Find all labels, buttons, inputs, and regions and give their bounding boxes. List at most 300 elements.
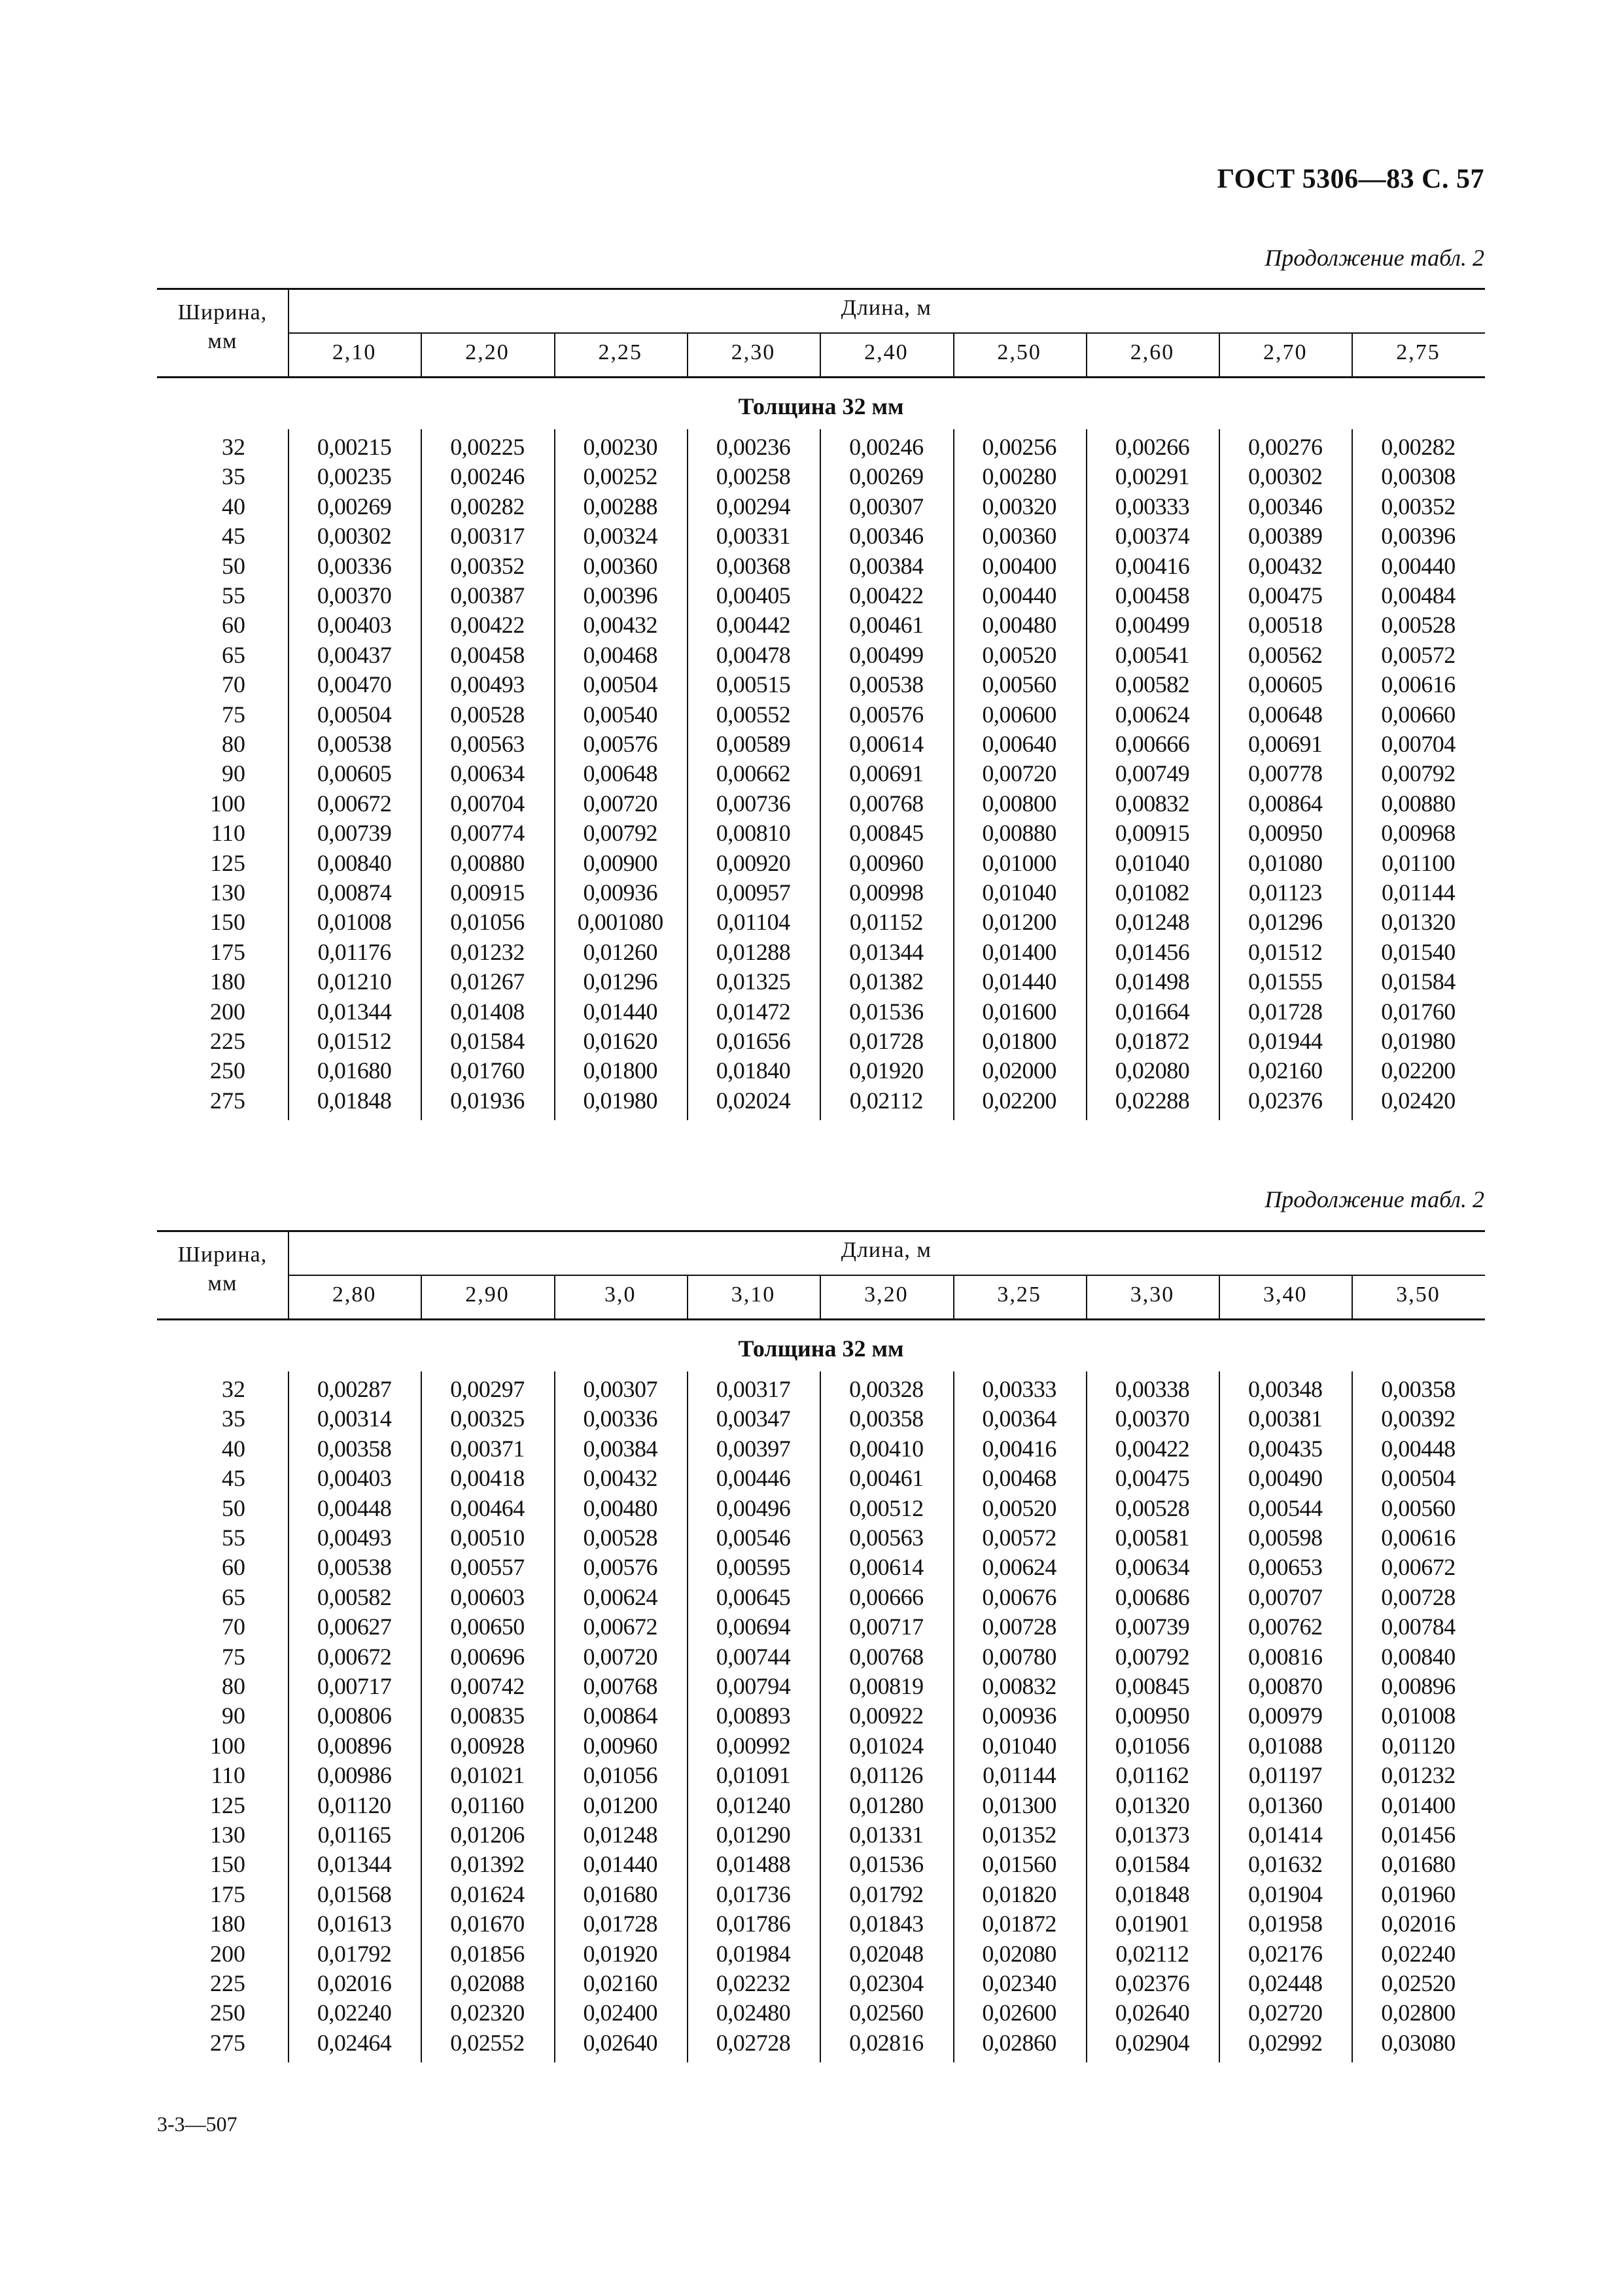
- table-cell: 0,01232: [450, 938, 525, 965]
- table-cell: 0,00246: [450, 463, 525, 490]
- table-cell: 0,02112: [849, 1087, 923, 1114]
- table-cell: 0,00717: [317, 1673, 392, 1699]
- table-row: [157, 433, 1485, 463]
- table-cell: 0,00246: [849, 434, 924, 460]
- width-value: 200: [210, 998, 245, 1025]
- table-cell: 0,00893: [716, 1703, 791, 1729]
- table-cell: 0,00432: [1248, 552, 1323, 579]
- table-cell: 0,02480: [716, 2000, 791, 2026]
- table-cell: 0,02448: [1248, 1970, 1323, 1996]
- table-row: [157, 463, 1485, 492]
- table-cell: 0,00518: [1248, 612, 1323, 639]
- table-cell: 0,00960: [583, 1732, 657, 1759]
- table-cell: 0,01555: [1248, 968, 1323, 995]
- table-top-rule: [157, 288, 1485, 290]
- table-cell: 0,00595: [716, 1554, 791, 1581]
- width-value: 125: [210, 849, 245, 876]
- table-cell: 0,00576: [583, 1554, 657, 1581]
- table-cell: 0,00297: [450, 1376, 525, 1402]
- width-value: 35: [222, 1405, 245, 1432]
- table-cell: 0,02552: [450, 2029, 525, 2056]
- table-cell: 0,00475: [1115, 1465, 1190, 1492]
- table-cell: 0,00794: [716, 1673, 791, 1699]
- table-cell: 0,00381: [1248, 1405, 1323, 1432]
- table-row: [157, 1494, 1485, 1524]
- table-cell: 0,00484: [1381, 582, 1456, 609]
- width-value: 175: [210, 938, 245, 965]
- table-cell: 0,02112: [1115, 1940, 1189, 1967]
- table-cell: 0,02000: [982, 1057, 1056, 1084]
- table-row: [157, 1405, 1485, 1434]
- table-cell: 0,02720: [1248, 2000, 1323, 2026]
- table-cell: 0,02376: [1115, 1970, 1190, 1996]
- table-cell: 0,02200: [982, 1087, 1056, 1114]
- table-cell: 0,01840: [716, 1057, 791, 1084]
- width-value: 130: [210, 1822, 245, 1848]
- table-row: [157, 1792, 1485, 1821]
- table-cell: 0,01728: [1248, 998, 1323, 1025]
- table-cell: 0,01197: [1248, 1762, 1322, 1789]
- table-row: [157, 1969, 1485, 1999]
- table-cell: 0,02320: [450, 2000, 525, 2026]
- table-cell: 0,00998: [849, 879, 924, 906]
- table-cell: 0,01152: [849, 909, 923, 936]
- table-row: [157, 1999, 1485, 2028]
- table-cell: 0,00346: [849, 523, 924, 550]
- table-cell: 0,00317: [450, 523, 525, 550]
- length-column-header: 3,25: [997, 1282, 1041, 1307]
- table-cell: 0,01960: [1381, 1881, 1456, 1907]
- table-cell: 0,00410: [849, 1435, 924, 1462]
- page-header: ГОСТ 5306—83 С. 57: [1217, 164, 1484, 194]
- table-cell: 0,01248: [583, 1822, 657, 1848]
- table-cell: 0,00252: [583, 463, 657, 490]
- table-cell: 0,01120: [317, 1792, 391, 1818]
- table-cell: 0,00780: [982, 1643, 1056, 1670]
- table-cell: 0,01120: [1381, 1732, 1456, 1759]
- table-row: [157, 1881, 1485, 1910]
- table-row: [157, 671, 1485, 700]
- table-row: [157, 611, 1485, 641]
- width-value: 130: [210, 879, 245, 906]
- table-cell: 0,00816: [1248, 1643, 1323, 1670]
- table-cell: 0,00236: [716, 434, 791, 460]
- table-cell: 0,00648: [1248, 701, 1323, 728]
- width-value: 75: [222, 1643, 245, 1670]
- table-cell: 0,00225: [450, 434, 525, 460]
- table-cell: 0,00324: [583, 523, 657, 550]
- table-cell: 0,03080: [1381, 2029, 1456, 2056]
- table-cell: 0,00360: [583, 552, 657, 579]
- table-cell: 0,01620: [583, 1028, 657, 1054]
- table-cell: 0,00896: [317, 1732, 392, 1759]
- table-cell: 0,01414: [1248, 1822, 1323, 1848]
- table-cell: 0,01872: [982, 1911, 1056, 1937]
- table-cell: 0,00396: [583, 582, 657, 609]
- table-cell: 0,02800: [1381, 2000, 1456, 2026]
- width-value: 150: [210, 1851, 245, 1878]
- table-row: [157, 968, 1485, 997]
- table-cell: 0,00992: [716, 1732, 791, 1759]
- table-cell: 0,00389: [1248, 523, 1323, 550]
- table-cell: 0,01440: [583, 998, 657, 1025]
- table-cell: 0,00650: [450, 1614, 525, 1640]
- table-cell: 0,00742: [450, 1673, 525, 1699]
- length-column-header: 3,10: [731, 1282, 776, 1307]
- width-value: 150: [210, 909, 245, 936]
- table-cell: 0,00768: [849, 790, 924, 817]
- table-cell: 0,01408: [450, 998, 525, 1025]
- table-cell: 0,00672: [583, 1614, 657, 1640]
- table-row: [157, 1087, 1485, 1116]
- width-value: 50: [222, 1494, 245, 1521]
- table-cell: 0,01728: [849, 1028, 924, 1054]
- table-cell: 0,00986: [317, 1762, 392, 1789]
- table-cell: 0,02400: [583, 2000, 657, 2026]
- length-column-header: 2,50: [997, 340, 1041, 364]
- table-cell: 0,01856: [450, 1940, 525, 1967]
- table-cell: 0,00691: [1248, 731, 1323, 757]
- width-header: Ширина, мм: [177, 300, 268, 353]
- table-cell: 0,02816: [849, 2029, 924, 2056]
- table-cell: 0,01325: [716, 968, 791, 995]
- table-cell: 0,00707: [1248, 1583, 1323, 1610]
- table-cell: 0,00874: [317, 879, 392, 906]
- table-cell: 0,00215: [317, 434, 392, 460]
- table-cell: 0,01176: [317, 938, 391, 965]
- table-cell: 0,00528: [1115, 1494, 1190, 1521]
- table-row: [157, 849, 1485, 879]
- table-cell: 0,00694: [716, 1614, 791, 1640]
- table-cell: 0,00870: [1248, 1673, 1323, 1699]
- table-cell: 0,00400: [982, 552, 1056, 579]
- table-cell: 0,01056: [583, 1762, 657, 1789]
- table-cell: 0,01088: [1248, 1732, 1323, 1759]
- table-cell: 0,00269: [317, 493, 392, 520]
- table-cell: 0,01792: [849, 1881, 924, 1907]
- table-cell: 0,00515: [716, 671, 791, 698]
- width-value: 35: [222, 463, 245, 490]
- length-column-header: 2,60: [1130, 340, 1175, 364]
- table-cell: 0,02080: [982, 1940, 1056, 1967]
- table-cell: 0,00832: [1115, 790, 1190, 817]
- table-cell: 0,00368: [716, 552, 791, 579]
- table-cell: 0,00458: [1115, 582, 1190, 609]
- table-cell: 0,00320: [982, 493, 1056, 520]
- table-cell: 0,01280: [849, 1792, 924, 1818]
- table-row: [157, 1027, 1485, 1057]
- table-row: [157, 938, 1485, 968]
- table-cell: 0,00432: [583, 612, 657, 639]
- table-cell: 0,00605: [317, 760, 392, 787]
- table-cell: 0,00256: [982, 434, 1056, 460]
- table-cell: 0,00634: [1115, 1554, 1190, 1581]
- table-cell: 0,01200: [583, 1792, 657, 1818]
- table-cell: 0,00600: [982, 701, 1056, 728]
- table-cell: 0,00397: [716, 1435, 791, 1462]
- width-value: 110: [211, 820, 245, 847]
- table-cell: 0,01008: [317, 909, 392, 936]
- table-cell: 0,00302: [317, 523, 392, 550]
- table-row: [157, 790, 1485, 819]
- table-cell: 0,00307: [583, 1376, 657, 1402]
- table-cell: 0,02304: [849, 1970, 924, 1996]
- table-cell: 0,00422: [450, 612, 525, 639]
- table-cell: 0,01056: [450, 909, 525, 936]
- table-cell: 0,01352: [982, 1822, 1056, 1848]
- table-cell: 0,00768: [849, 1643, 924, 1670]
- table-cell: 0,01288: [716, 938, 791, 965]
- table-cell: 0,00835: [450, 1703, 525, 1729]
- table-cell: 0,00864: [583, 1703, 657, 1729]
- table-cell: 0,01872: [1115, 1028, 1190, 1054]
- table-cell: 0,00582: [1115, 671, 1190, 698]
- table-row: [157, 1435, 1485, 1464]
- table-row: [157, 1375, 1485, 1405]
- table-cell: 0,00499: [849, 641, 924, 668]
- table-cell: 0,00266: [1115, 434, 1190, 460]
- table-cell: 0,00717: [849, 1614, 924, 1640]
- table-cell: 0,01984: [716, 1940, 791, 1967]
- table-cell: 0,00589: [716, 731, 791, 757]
- table-cell: 0,01123: [1248, 879, 1322, 906]
- table-cell: 0,01568: [317, 1881, 392, 1907]
- table-cell: 0,00672: [1381, 1554, 1456, 1581]
- table-cell: 0,01901: [1115, 1911, 1190, 1937]
- width-value: 180: [210, 1911, 245, 1937]
- table-cell: 0,00900: [583, 849, 657, 876]
- table-cell: 0,02520: [1381, 1970, 1456, 1996]
- table-cell: 0,00308: [1381, 463, 1456, 490]
- table-cell: 0,00302: [1248, 463, 1323, 490]
- table-cell: 0,01040: [982, 1732, 1056, 1759]
- table-cell: 0,01680: [1381, 1851, 1456, 1878]
- table-cell: 0,02992: [1248, 2029, 1323, 2056]
- length-column-header: 3,0: [604, 1282, 637, 1307]
- table-cell: 0,00880: [450, 849, 525, 876]
- table-cell: 0,01980: [583, 1087, 657, 1114]
- table-cell: 0,01040: [982, 879, 1056, 906]
- table-cell: 0,01624: [450, 1881, 525, 1907]
- table-cell: 0,00616: [1381, 1525, 1456, 1551]
- length-header: Длина, м: [841, 296, 932, 320]
- table-cell: 0,00470: [317, 671, 392, 698]
- table-cell: 0,00538: [849, 671, 924, 698]
- table-cell: 0,00464: [450, 1494, 525, 1521]
- table-cell: 0,02600: [982, 2000, 1056, 2026]
- table-cell: 0,00346: [1248, 493, 1323, 520]
- table-row: [157, 641, 1485, 671]
- table-cell: 0,00288: [583, 493, 657, 520]
- table-row: [157, 879, 1485, 908]
- width-value: 80: [222, 731, 245, 757]
- table-cell: 0,00396: [1381, 523, 1456, 550]
- header-bottom-rule: [157, 376, 1485, 378]
- table-cell: 0,00480: [982, 612, 1056, 639]
- table-row: [157, 1583, 1485, 1613]
- table-cell: 0,01210: [317, 968, 392, 995]
- table-cell: 0,00493: [450, 671, 525, 698]
- table-row: [157, 1910, 1485, 1939]
- table-cell: 0,02376: [1248, 1087, 1323, 1114]
- table-cell: 0,01600: [982, 998, 1056, 1025]
- table-cell: 0,00640: [982, 731, 1056, 757]
- table-cell: 0,01382: [849, 968, 924, 995]
- table-row: [157, 998, 1485, 1027]
- table-cell: 0,00358: [1381, 1376, 1456, 1402]
- table-cell: 0,00603: [450, 1583, 525, 1610]
- table-cell: 0,00448: [317, 1494, 392, 1521]
- table-cell: 0,02200: [1381, 1057, 1456, 1084]
- table-cell: 0,01632: [1248, 1851, 1323, 1878]
- table-cell: 0,01736: [716, 1881, 791, 1907]
- table-cell: 0,00504: [1381, 1465, 1456, 1492]
- table-cell: 0,00387: [450, 582, 525, 609]
- table-cell: 0,00475: [1248, 582, 1323, 609]
- length-column-header: 3,20: [864, 1282, 909, 1307]
- length-column-header: 3,50: [1396, 1282, 1440, 1307]
- table-cell: 0,00520: [982, 641, 1056, 668]
- table-cell: 0,01104: [716, 909, 790, 936]
- width-value: 125: [210, 1792, 245, 1818]
- table-row: [157, 552, 1485, 582]
- table-cell: 0,02904: [1115, 2029, 1190, 2056]
- table-cell: 0,00416: [982, 1435, 1056, 1462]
- table-cell: 0,01904: [1248, 1881, 1323, 1907]
- table-cell: 0,00720: [583, 1643, 657, 1670]
- table-cell: 0,00845: [849, 820, 924, 847]
- table-cell: 0,00560: [982, 671, 1056, 698]
- table-cell: 0,00405: [716, 582, 791, 609]
- table-cell: 0,01400: [1381, 1792, 1456, 1818]
- table-cell: 0,00291: [1115, 463, 1190, 490]
- table-cell: 0,01786: [716, 1911, 791, 1937]
- table-cell: 0,01165: [317, 1822, 391, 1848]
- length-column-header: 2,20: [465, 340, 510, 364]
- table-cell: 0,00728: [1381, 1583, 1456, 1610]
- table-cell: 0,00358: [317, 1435, 392, 1462]
- table-cell: 0,01320: [1381, 909, 1456, 936]
- table-row: [157, 1524, 1485, 1553]
- table-cell: 0,01670: [450, 1911, 525, 1937]
- width-value: 70: [222, 671, 245, 698]
- table-cell: 0,02288: [1115, 1087, 1190, 1114]
- width-value: 60: [222, 1554, 245, 1581]
- length-column-header: 2,75: [1396, 340, 1440, 364]
- table-cell: 0,00762: [1248, 1614, 1323, 1640]
- table-row: [157, 1553, 1485, 1583]
- table-cell: 0,01848: [317, 1087, 392, 1114]
- width-value: 275: [210, 2029, 245, 2056]
- table-cell: 0,00510: [450, 1525, 525, 1551]
- table-cell: 0,00282: [1381, 434, 1456, 460]
- table-cell: 0,00269: [849, 463, 924, 490]
- table-cell: 0,00672: [317, 790, 392, 817]
- table-cell: 0,00392: [1381, 1405, 1456, 1432]
- length-header-rule: [288, 332, 1485, 334]
- table-cell: 0,00968: [1381, 820, 1456, 847]
- width-value: 40: [222, 1435, 245, 1462]
- table-cell: 0,02088: [450, 1970, 525, 1996]
- table-row: [157, 1613, 1485, 1642]
- table-cell: 0,00922: [849, 1703, 924, 1729]
- table-cell: 0,00422: [849, 582, 924, 609]
- table-cell: 0,01560: [982, 1851, 1056, 1878]
- table-cell: 0,00358: [849, 1405, 924, 1432]
- length-column-header: 2,90: [465, 1282, 510, 1307]
- table-cell: 0,00364: [982, 1405, 1056, 1432]
- table-cell: 0,02560: [849, 2000, 924, 2026]
- table-cell: 0,01848: [1115, 1881, 1190, 1907]
- width-value: 55: [222, 1525, 245, 1551]
- length-column-header: 2,25: [598, 340, 642, 364]
- table-cell: 0,00504: [317, 701, 392, 728]
- table-cell: 0,00440: [1381, 552, 1456, 579]
- table-row: [157, 1940, 1485, 1969]
- table-row: [157, 760, 1485, 789]
- table-cell: 0,00374: [1115, 523, 1190, 550]
- table-cell: 0,01820: [982, 1881, 1056, 1907]
- table-row: [157, 1672, 1485, 1702]
- table-cell: 0,00819: [849, 1673, 924, 1699]
- table-cell: 0,00360: [982, 523, 1056, 550]
- table-cell: 0,00348: [1248, 1376, 1323, 1402]
- table-cell: 0,01512: [317, 1028, 392, 1054]
- table-row: [157, 493, 1485, 522]
- table-cell: 0,01456: [1381, 1822, 1456, 1848]
- table-cell: 0,00422: [1115, 1435, 1190, 1462]
- table-cell: 0,00950: [1115, 1703, 1190, 1729]
- table-cell: 0,00347: [716, 1405, 791, 1432]
- thickness-label: Толщина 32 мм: [738, 1335, 904, 1362]
- table-cell: 0,01728: [583, 1911, 657, 1937]
- width-value: 32: [222, 434, 245, 460]
- table-cell: 0,00336: [317, 552, 392, 579]
- table-cell: 0,01584: [1115, 1851, 1190, 1878]
- table-cell: 0,00314: [317, 1405, 392, 1432]
- table-cell: 0,00528: [450, 701, 525, 728]
- width-value: 65: [222, 1583, 245, 1610]
- table-cell: 0,00352: [450, 552, 525, 579]
- table-cell: 0,00280: [982, 463, 1056, 490]
- table-cell: 0,01024: [849, 1732, 924, 1759]
- table-cell: 0,02160: [583, 1970, 657, 1996]
- table-cell: 0,00800: [982, 790, 1056, 817]
- table-cell: 0,01800: [583, 1057, 657, 1084]
- table-cell: 0,01206: [450, 1822, 525, 1848]
- width-value: 55: [222, 582, 245, 609]
- table-cell: 0,00540: [583, 701, 657, 728]
- table-cell: 0,00749: [1115, 760, 1190, 787]
- table-cell: 0,00728: [982, 1614, 1056, 1640]
- table-cell: 0,00541: [1115, 641, 1190, 668]
- width-value: 225: [210, 1028, 245, 1054]
- table-cell: 0,00282: [450, 493, 525, 520]
- thickness-label: Толщина 32 мм: [738, 393, 904, 419]
- table-cell: 0,00490: [1248, 1465, 1323, 1492]
- width-value: 45: [222, 1465, 245, 1492]
- table-cell: 0,00572: [982, 1525, 1056, 1551]
- width-value: 50: [222, 552, 245, 579]
- length-column-header: 2,80: [332, 1282, 377, 1307]
- table-cell: 0,00979: [1248, 1703, 1323, 1729]
- table-cell: 0,00666: [849, 1583, 924, 1610]
- table-cell: 0,01296: [1248, 909, 1323, 936]
- table-cell: 0,00936: [583, 879, 657, 906]
- width-value: 32: [222, 1376, 245, 1402]
- table-cell: 0,01472: [716, 998, 791, 1025]
- table-cell: 0,00624: [1115, 701, 1190, 728]
